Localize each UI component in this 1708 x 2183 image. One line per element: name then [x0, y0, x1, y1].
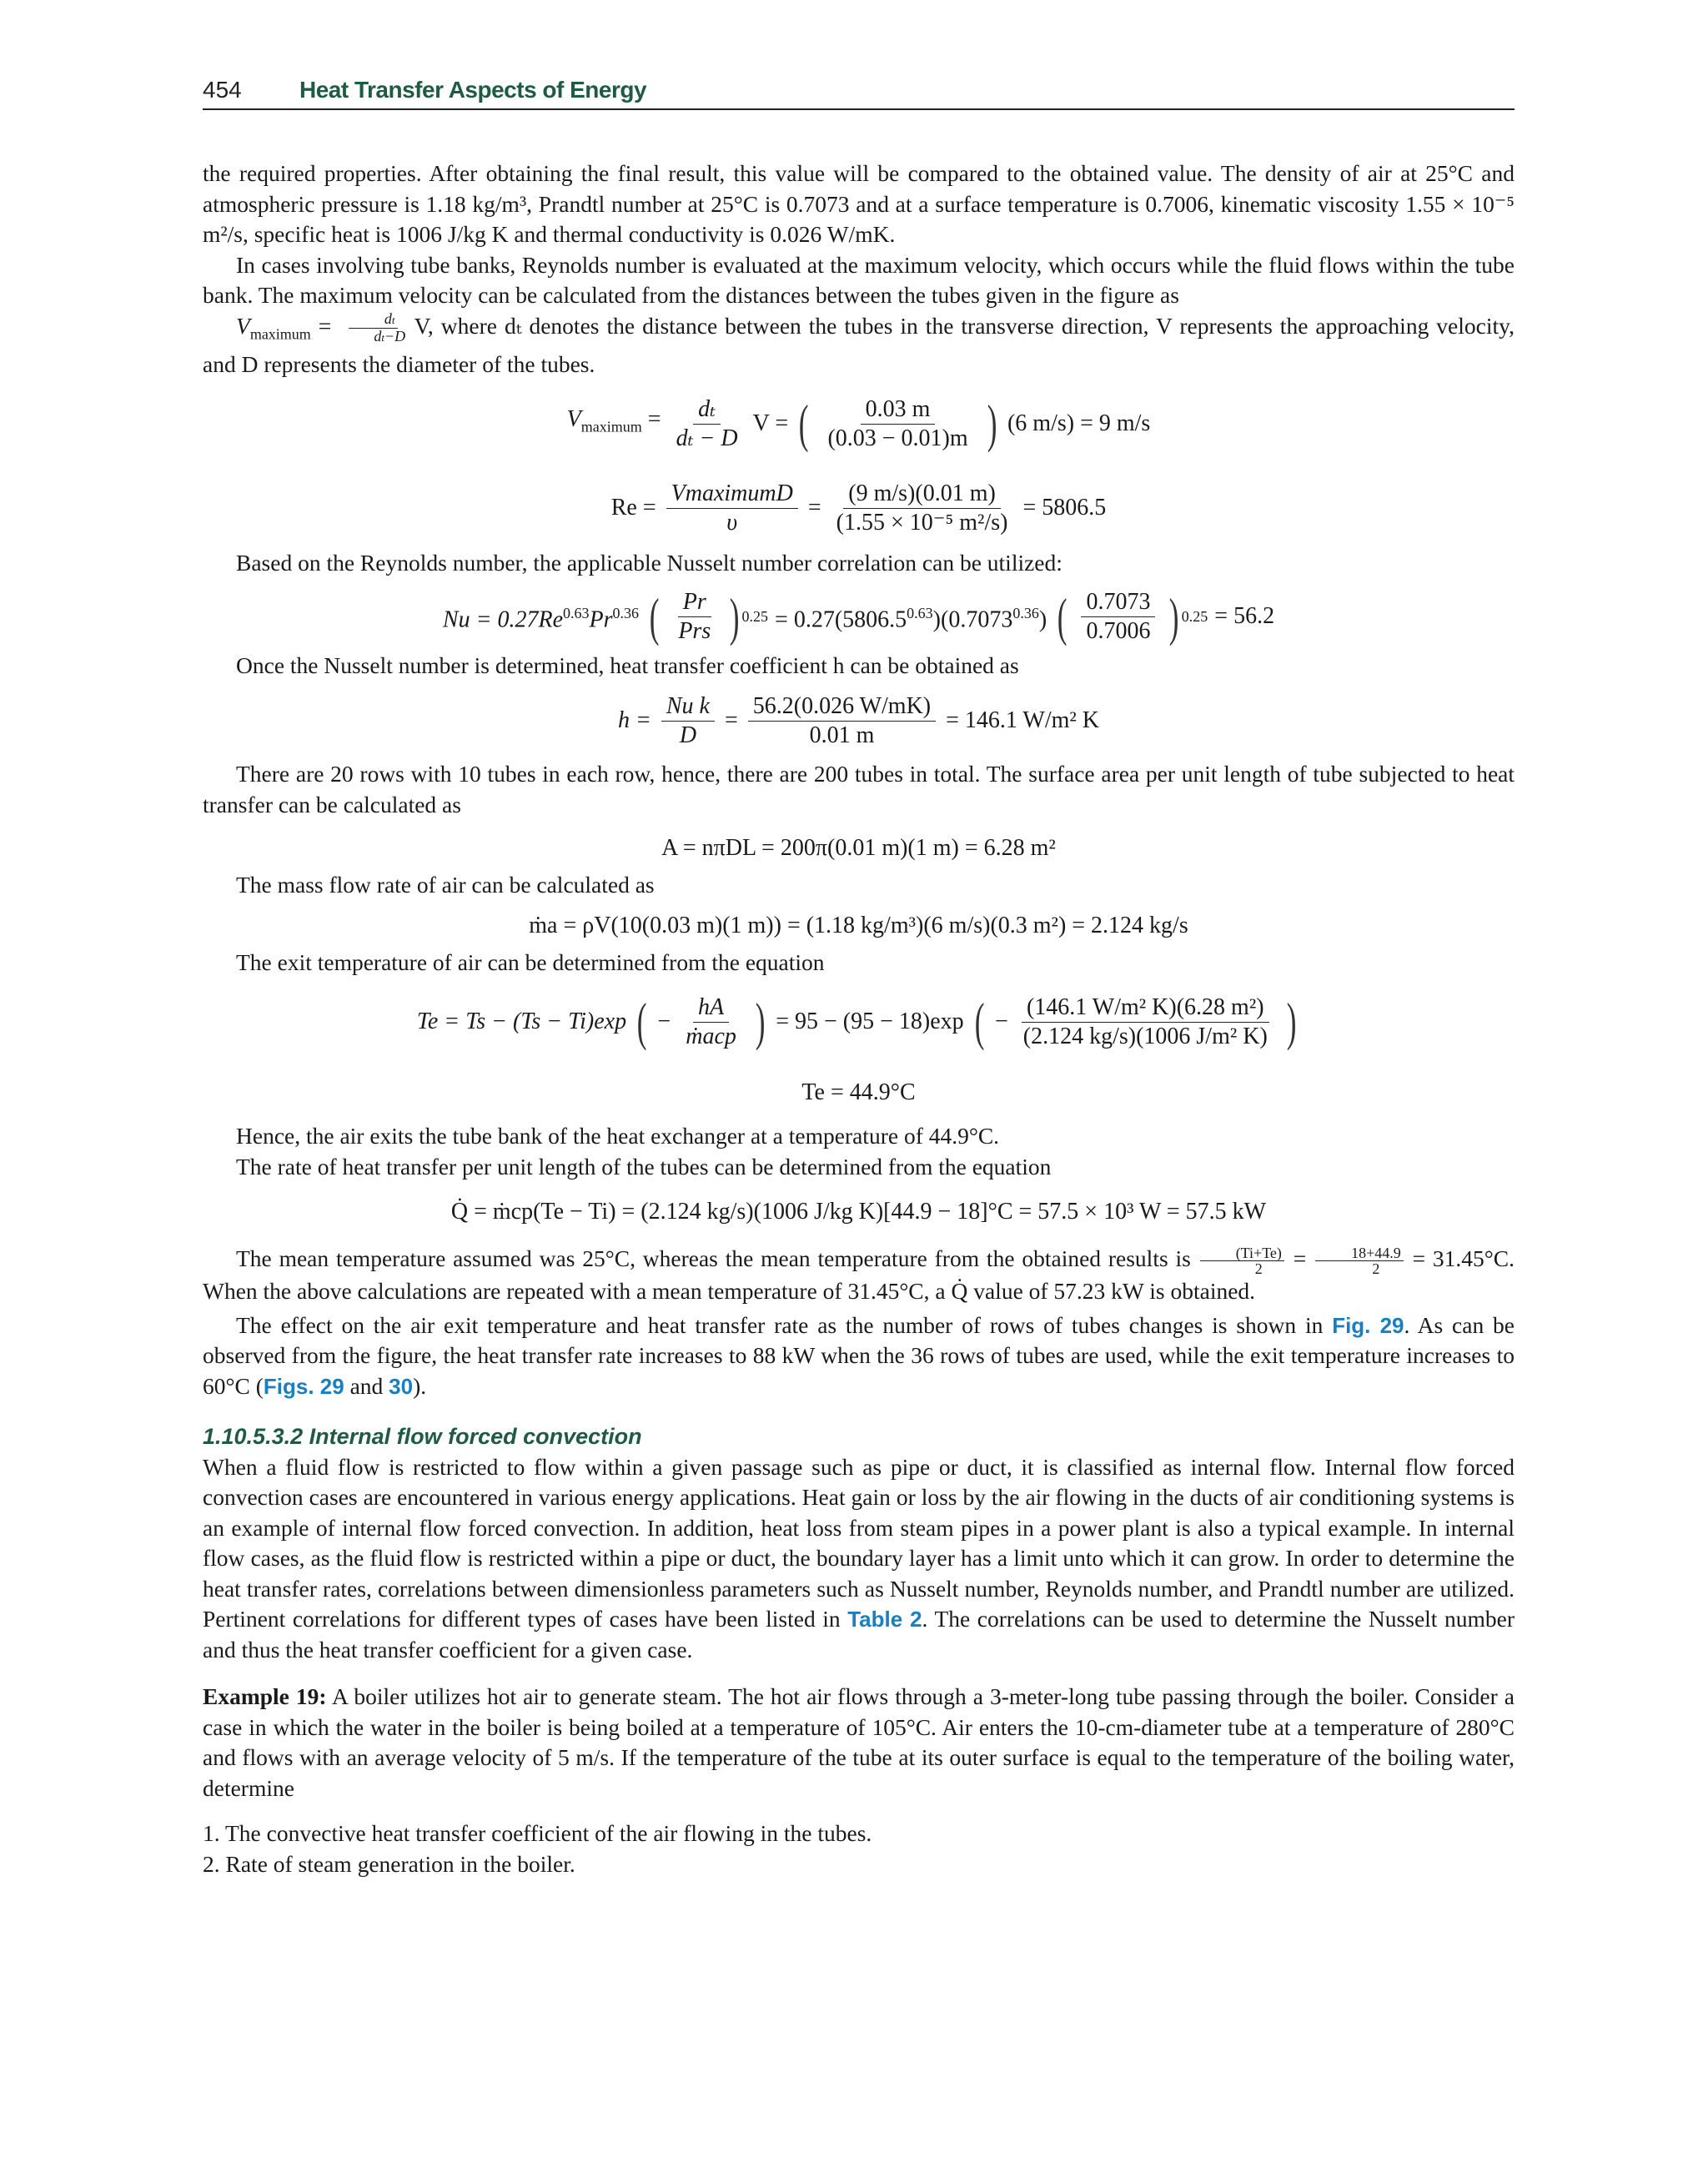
example-list: [203, 1818, 1515, 1879]
paragraph: the required properties. After obtaining the final result, this value will be compared to the obtained value. The density of air at 25°C and atmospheric pressure is 1.18 kg/m³, Prandtl number at 25°C is 0.7073 and at a surface temperature is 0.7006, kinematic viscosity 1.55 × 10⁻⁵ m²/s, specific heat is 1006 J/kg K and thermal conductivity is 0.026 W/mK.: [203, 160, 1515, 247]
paragraph: In cases involving tube banks, Reynolds number is evaluated at the maximum velocity, which occurs while the fluid flows within the tube bank. The maximum velocity can be calculated from the distances between the tubes given in the figure as: [203, 251, 1515, 308]
equation-mass-flow: ṁa = ρV(10(0.03 m)(1 m)) = (1.18 kg/m³)(6 m/s)(0.3 m²) = 2.124 kg/s: [529, 913, 1188, 939]
example-label: Example 19:: [203, 1683, 327, 1710]
paragraph: When a fluid flow is restricted to flow within a given passage such as pipe or duct, it is classified as internal flow. Internal flow forced convection cases are encountered in various energy applications. Heat gain or loss by the air flowing in the ducts of air conditioning systems is an example of internal flow forced convection. In addition, heat loss from steam pipes in a power plant is also a typical example. In internal flow cases, as the fluid flow is restricted within a pipe or duct, the boundary layer has a limit unto which it can grow. In order to determine the heat transfer rates, correlations between dimensionless parameters such as Nusselt number, Reynolds number, and Prandtl number are utilized. Pertinent correlations for different types of cases have been listed in Table 2. The correlations can be used to determine the Nusselt number and thus the heat transfer coefficient for a given case.: [203, 1453, 1515, 1662]
equation-h: h = $\frac{\text{Nu k}}{D}$ = $\frac{56.2(0.026 W/mK)}{0.01 m}$ = 146.1 W/m² K: [617, 692, 1100, 748]
paragraph: Once the Nusselt number is determined, heat transfer coefficient h can be obtained as: [236, 651, 1019, 678]
paragraph: The exit temperature of air can be determined from the equation: [236, 948, 825, 975]
equation-nusselt: $Nu = 0.27Re^{0.63}Pr^{0.36}$ ( $\frac{Pr}{\text{Prs}}$ ) 0.25 = $0.27(5806.5^{0.63})(0.7073^{0.36})$ ( $\frac{0.7073}{0.7006}$ ) 0.25 = 56.2: [442, 586, 1275, 646]
paragraph: The mean temperature assumed was 25°C, whereas the mean temperature from the obtained results is $\frac{(Ti+Te)}{2}$ = $\frac{18+44.9}{2}$ = 31.45°C. When the above calculations are repeated with a mean temperature of 31.45°C, a Q̇ value of 57.23 kW is obtained.: [203, 1245, 1515, 1305]
equation-exit-temp-result: Te = 44.9°C: [801, 1079, 916, 1105]
inline-fraction: $\frac{dt}{dt-D}$: [340, 311, 405, 345]
paragraph-tail: V, where dₜ denotes the distance between the tubes in the transverse direction, V represents the approaching velocity, and D represents the diameter of the tubes.: [203, 312, 1515, 377]
example-paragraph: Example 19: A boiler utilizes hot air to generate steam. The hot air flows through a 3-meter-long tube passing through the boiler. Consider a case in which the water in the boiler is being boiled at a temperature of 105°C. Air enters the 10-cm-diameter tube at a temperature of 280°C and flows with an average velocity of 5 m/s. If the temperature of the tube at its outer surface is equal to the temperature of the boiling water, determine: [203, 1683, 1515, 1801]
equation-vmax: $V_{maximum}$ = $\frac{\text{dₜ}}{\text{dₜ − D}}$ V = ( $\frac{0.03 m}{(0.03 - 0.01)m}$ ) (6 m/s) = 9 m/s: [566, 394, 1151, 453]
list-item: 2. Rate of steam generation in the boiler.: [203, 1850, 575, 1877]
list-item: 1. The convective heat transfer coefficient of the air flowing in the tubes.: [203, 1820, 872, 1847]
paragraph: Based on the Reynolds number, the applicable Nusselt number correlation can be utilized:: [236, 550, 1062, 576]
inline-fraction: $\frac{(Ti+Te)}{2}$: [1200, 1245, 1284, 1276]
running-header: [203, 75, 1515, 110]
equation-area: A = nπDL = 200π(0.01 m)(1 m) = 6.28 m²: [661, 834, 1056, 861]
paragraph: The mass flow rate of air can be calculated as: [236, 872, 655, 898]
paragraph: $V_{maximum}$ = $\frac{dt}{dt-D}$ V, where dₜ denotes the distance between the tubes in the transverse direction, V represents the approaching velocity, and D represents the diameter of the tubes.: [203, 309, 1515, 377]
paragraph: Hence, the air exits the tube bank of the heat exchanger at a temperature of 44.9°C.: [236, 1123, 1000, 1149]
equation-heat-rate: Q̇ = ṁcp(Te − Ti) = (2.124 kg/s)(1006 J/kg K)[44.9 − 18]°C = 57.5 × 10³ W = 57.5 kW: [450, 1198, 1267, 1225]
table-link[interactable]: Table 2: [847, 1607, 922, 1632]
equation-reynolds: Re = $\frac{\text{VmaximumD}}{\upsilon}$ = $\frac{(9 m/s)(0.01 m)}{\text{(1.55 × 10⁻⁵ m²/s)}}$ = 5806.5: [610, 480, 1107, 536]
figure-link[interactable]: Fig. 29: [1332, 1312, 1404, 1338]
book-title: Heat Transfer Aspects of Energy: [299, 77, 647, 103]
paragraph: The effect on the air exit temperature and heat transfer rate as the number of rows of tubes changes is shown in Fig. 29. As can be observed from the figure, the heat transfer rate increases to 88 kW when the 36 rows of tubes are used, while the exit temperature increases to 60°C (Figs. 29 and 30).: [203, 1311, 1515, 1399]
paragraph: There are 20 rows with 10 tubes in each row, hence, there are 200 tubes in total. The surface area per unit length of tube subjected to heat transfer can be calculated as: [203, 761, 1515, 817]
section-heading: 1.10.5.3.2 Internal flow forced convection: [203, 1424, 642, 1450]
paragraph: The rate of heat transfer per unit length of the tubes can be determined from the equation: [236, 1153, 1052, 1180]
equation-exit-temp: Te = Ts − (Ts − Ti)exp ( − $\frac{hA}{\text{ṁacp}}$ ) = 95 − (95 − 18)exp ( − $\frac{\text{(146.1 W/m² K)(6.28 m²)}}{\text{(2.124 kg/s)(1006 J/m² K)}}$ ): [416, 992, 1297, 1051]
page-number: 454: [203, 77, 242, 103]
page-body: [203, 158, 1515, 1879]
inline-fraction: $\frac{18+44.9}{2}$: [1315, 1245, 1404, 1276]
figure-link[interactable]: 30: [389, 1373, 414, 1399]
figure-link[interactable]: Figs. 29: [263, 1373, 344, 1399]
